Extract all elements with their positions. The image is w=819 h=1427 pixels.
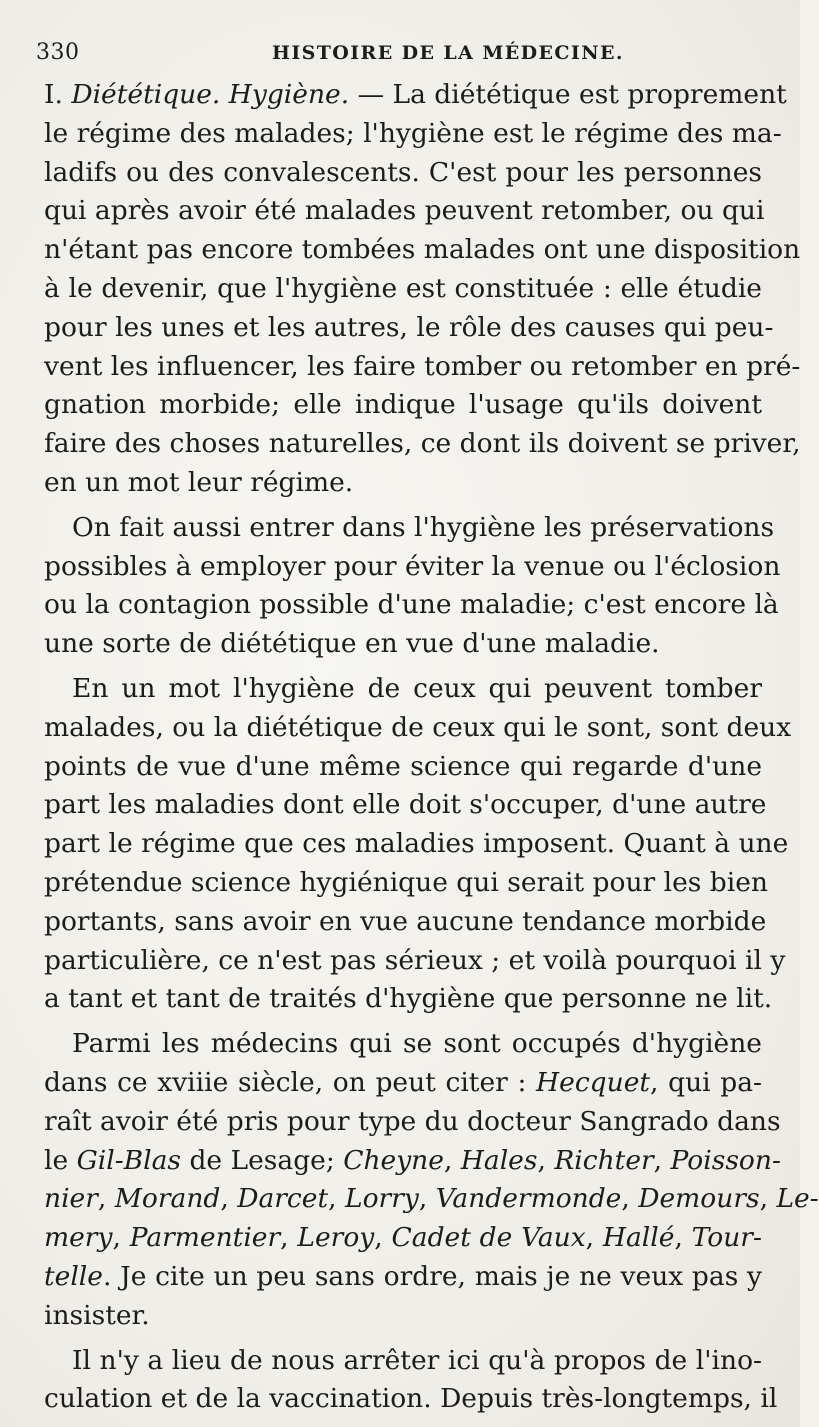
text-segment: , — [374, 1222, 392, 1254]
text-segment: En un mot l'hygiène de ceux qui peuvent tomber — [72, 672, 762, 704]
italic-text: Vandermonde — [435, 1183, 622, 1215]
text-line — [44, 980, 773, 1019]
text-line — [44, 115, 782, 154]
italic-text: Diététique. Hygiène. — [71, 79, 350, 110]
text-segment: Il n'y a lieu de nous arrêter ici qu'à propos de l'ino- — [72, 1344, 762, 1376]
text-segment: insister. — [44, 1299, 150, 1331]
italic-text: Hecquet — [536, 1066, 651, 1098]
italic-text: telle — [44, 1260, 103, 1292]
text-line — [44, 309, 774, 348]
page-number: 330 — [36, 40, 80, 65]
text-line — [44, 1342, 762, 1381]
text-line — [44, 625, 762, 664]
text-segment: prétendue science hygiénique qui serait pour les bien — [44, 866, 768, 898]
italic-text: Lorry — [344, 1183, 419, 1215]
text-line — [44, 192, 765, 231]
text-line — [44, 270, 762, 309]
text-line — [44, 348, 801, 387]
text-segment: vent les influencer, les faire tomber ou retomber en pré- — [44, 350, 801, 382]
text-segment: possibles à employer pour éviter la venue ou l'éclosion — [44, 550, 781, 582]
text-segment: I. — [44, 79, 72, 110]
text-line — [44, 709, 792, 748]
italic-text: Poisson- — [670, 1144, 781, 1176]
text-segment: ou la contagion possible d'une maladie; c'est encore là — [44, 589, 779, 621]
text-line — [44, 786, 767, 825]
text-segment: , — [280, 1222, 298, 1254]
text-line — [44, 386, 762, 425]
text-line — [44, 464, 762, 503]
italic-text: Richter — [554, 1144, 654, 1176]
text-line — [44, 825, 789, 864]
text-line — [44, 1180, 819, 1219]
text-segment: , — [759, 1183, 777, 1215]
text-segment: , — [537, 1144, 555, 1176]
text-segment: malades, ou la diététique de ceux qui le sont, sont deux — [44, 711, 792, 743]
text-segment: , — [220, 1183, 238, 1215]
text-line — [44, 586, 779, 625]
text-segment: ladifs ou des convalescents. C'est pour les personnes — [44, 156, 762, 188]
text-segment: , — [674, 1222, 692, 1254]
text-line — [44, 670, 762, 709]
text-segment: de Lesage; — [181, 1144, 344, 1176]
text-line — [44, 748, 762, 787]
text-segment: , — [443, 1144, 461, 1176]
text-segment: à le devenir, que l'hygiène est constituée : elle étudie — [44, 272, 762, 304]
text-line — [44, 1258, 762, 1297]
text-segment: part les maladies dont elle doit s'occuper, d'une autre — [44, 789, 767, 821]
text-line — [44, 1380, 778, 1419]
italic-text: Leroy — [297, 1222, 375, 1254]
text-line — [44, 76, 787, 115]
text-line — [44, 903, 767, 942]
italic-text: Cheyne — [343, 1144, 444, 1176]
text-line — [44, 864, 768, 903]
text-segment: , — [585, 1222, 603, 1254]
running-head — [36, 30, 764, 70]
text-line — [44, 231, 801, 270]
italic-text: Gil-Blas — [76, 1144, 182, 1176]
text-segment: , — [653, 1144, 671, 1176]
text-segment: points de vue d'une même science qui regarde d'une — [44, 750, 762, 782]
text-segment: en un mot leur régime. — [44, 466, 354, 498]
text-line — [44, 1064, 762, 1103]
text-line — [44, 1219, 762, 1258]
text-segment: part le régime que ces maladies imposent. Quant à une — [44, 828, 789, 860]
text-segment: — La diététique est proprement — [349, 79, 787, 110]
italic-text: Demours — [638, 1183, 760, 1215]
text-line — [44, 942, 786, 981]
italic-text: mery — [44, 1222, 113, 1254]
text-segment: gnation morbide; elle indique l'usage qu'ils doivent — [44, 389, 762, 421]
text-line — [44, 509, 775, 548]
text-line — [44, 1142, 781, 1181]
text-line — [44, 154, 762, 193]
text-line — [44, 1025, 762, 1064]
text-segment: pour les unes et les autres, le rôle des causes qui peu- — [44, 311, 774, 343]
italic-text: Parmentier — [129, 1222, 281, 1254]
text-segment: Parmi les médecins qui se sont occupés d'hygiène — [72, 1028, 762, 1060]
body-text — [44, 76, 819, 1419]
italic-text: Tour- — [691, 1222, 762, 1254]
text-line — [44, 548, 781, 587]
text-line — [44, 425, 801, 464]
text-segment: , qui pa- — [650, 1066, 762, 1098]
text-segment: particulière, ce n'est pas sérieux ; et voilà pourquoi il y — [44, 944, 786, 976]
italic-text: Darcet — [237, 1183, 329, 1215]
text-line — [44, 1297, 762, 1336]
text-segment: raît avoir été pris pour type du docteur Sangrado dans — [44, 1105, 781, 1137]
text-segment: qui après avoir été malades peuvent retomber, ou qui — [44, 195, 765, 227]
text-segment: , — [97, 1183, 115, 1215]
text-segment: , — [418, 1183, 436, 1215]
text-segment: On fait aussi entrer dans l'hygiène les préservations — [72, 511, 775, 543]
text-line — [44, 1103, 781, 1142]
text-segment: a tant et tant de traités d'hygiène que personne ne lit. — [44, 983, 773, 1015]
text-segment: , — [328, 1183, 345, 1215]
running-title: HISTOIRE DE LA MÉDECINE. — [272, 42, 624, 64]
italic-text: Cadet de Vaux — [391, 1222, 586, 1254]
text-segment: le régime des malades; l'hygiène est le régime des ma- — [44, 117, 782, 149]
italic-text: nier — [44, 1183, 98, 1215]
text-segment: dans ce xviiie siècle, on peut citer : — [44, 1066, 537, 1098]
italic-text: Hales — [460, 1144, 538, 1176]
text-segment: . Je cite un peu sans ordre, mais je ne veux pas y — [102, 1260, 762, 1292]
text-segment: n'étant pas encore tombées malades ont une disposition — [44, 234, 801, 266]
text-segment: le — [44, 1144, 77, 1176]
italic-text: Hallé — [602, 1222, 675, 1254]
text-segment: portants, sans avoir en vue aucune tendance morbide — [44, 905, 767, 937]
italic-text: Le- — [776, 1183, 819, 1215]
italic-text: Morand — [114, 1183, 221, 1215]
text-segment: culation et de la vaccination. Depuis très-longtemps, il — [44, 1383, 778, 1415]
text-segment: une sorte de diététique en vue d'une maladie. — [44, 628, 660, 660]
text-segment: , — [621, 1183, 639, 1215]
text-segment: , — [112, 1222, 130, 1254]
text-segment: faire des choses naturelles, ce dont ils doivent se priver, — [44, 428, 801, 460]
